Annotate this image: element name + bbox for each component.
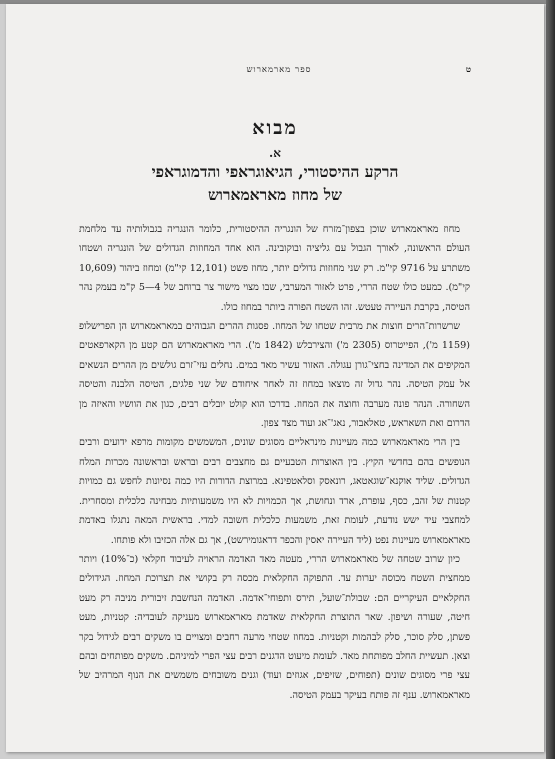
section-title	[76, 160, 474, 206]
book-page	[6, 4, 544, 752]
running-header	[86, 64, 472, 75]
paragraph: מחוז מאראמארוש שוכן בצפון־מזרח של הונגריה ההיסטורית, כלומר הונגריה בגבולותיה עד מלחמת העולם הראשונה, לאורך הגבול עם גליציה ובוקובינה. הוא אחד המחוזות הגדולים של הונגריה ושטחו משתרע על 9716 קי"מ. רק שני מחוזות גדולים יותר, מחוז פשט (12,101 קי"מ) ומחוז ביהור (10,609 קי"מ). כמעט כולו שטח הררי, פרט לאזור המערבי, שבו מצוי מישור צר ברוחב של 4—5 ק"מ בעמק נהר הטיסה, בקרבת העיירה טעטש. זהו השטח הפורה ביותר במחוז כולו.	[79, 224, 470, 313]
section-title-line: של מחוז מאראמארוש	[207, 185, 343, 204]
book-title: ספר מארמארוש	[246, 65, 312, 75]
chapter-title: מבוא	[252, 117, 298, 139]
section-letter: א.	[269, 146, 281, 160]
body-text	[79, 220, 470, 705]
paragraph: שרשרות־הרים חוצות את מרבית שטחו של המחוז. פסגות ההרים הגבוהים במאראמארוש הן הפרישלופ (1159 מ'), הפייטרוס (2305 מ') והצירבלש (1842 מ'). הרי מאראמארוש הם קטע מן הקארפאטים המקיפים את המדינה בחצי־גורן עגולה. האזור עשיר מאד במים. נחלים עזי־זרם גולשים מן ההרים הנשאים אל עמק הטיסה. נהר גדול זה מוצאו במחוז זה לאחר איחודם של שני פלגים, הטיסה הלבנה והטיסה השחורה. הנהר פונה מערבה וחוצה את המחוז. בדרכו הוא קולט יובלים רבים, כגון את הוושיו והאיזה מן הדרום ואת השאראש, טאלאבור, נאג'־אג ועוד מצד צפון.	[79, 321, 470, 430]
section-title-line: הרקע ההיסטורי, הגיאוגראפי והדמוגראפי	[151, 162, 399, 181]
paragraph: כיון שרוב שטחה של מאראמארוש הררי, מעטה מאד האדמה הראויה לעיבוד חקלאי (כ־10%) ויותר ממחצית השטח מכוסה יערות עד. התפוקה החקלאית מכסה רק בקושי את תצרוכת המחוז. הגידולים החקלאיים העיקריים הם: שבולת־שועל, תירס ותפוחי־אדמה. האדמה הנחשבת זיבורית מניבה רק מעט חיטה, שעורה ושיפון. שאר התוצרת החקלאית שאדמת מאראמארוש מעניקה לעובדיה: קטניות, מעט פשתן, סלק סוכר, סלק לבהמות וקטניות. במחוז שטחי מרעה רחבים ומצויים בו משקים רבים לגידול בקר וצאן. תעשיית החלב מפותחת מאד. לעומת מיעוט הדגנים רבים עצי הפרי למיניהם. משקים מפותחים ובהם עצי פרי מסוגים שונים (תפוחים, שזיפים, אגוזים ועוד) וגנים משובחים משמשים את הנוף המרהיב של מאראמארוש. ענף זה פותח בעיקר בעמק הטיסה.	[79, 553, 470, 701]
paragraph: בין הרי מאראמארוש כמה מעיינות מינראליים מסוגים שונים, המשמשים מקומות מרפא ידועים ורבים הנופשים בהם בחדשי הקיץ. בין האוצרות הטבעיים גם מחצבים רבים ובראש ובראשונה מכרות המלח הגדולים. שליד אוקנא־שוגאטאג, רונאסק וסלאטפינא. במרוצת הדורות היו כמה נסיונות לחפש גם כמויות קטנות של זהב, כסף, עופרת, ארד ונחושת, אך הכמויות לא היו משמעותיות מבחינה כלכלית ומסחרית. למחצבי עיד ישש נודעת, לעומת זאת, משמעות כלכלית חשובה למדי. בראשית המאה נתגלו באדמת מאראמארוש מעיינות נפט (ליד העיירה יאסין והכפר דראגומירשט), אך גם אלה הכזיבו ולא פותחו.	[79, 437, 470, 546]
scan-right-edge	[546, 0, 555, 759]
page-number: ט	[465, 65, 472, 75]
